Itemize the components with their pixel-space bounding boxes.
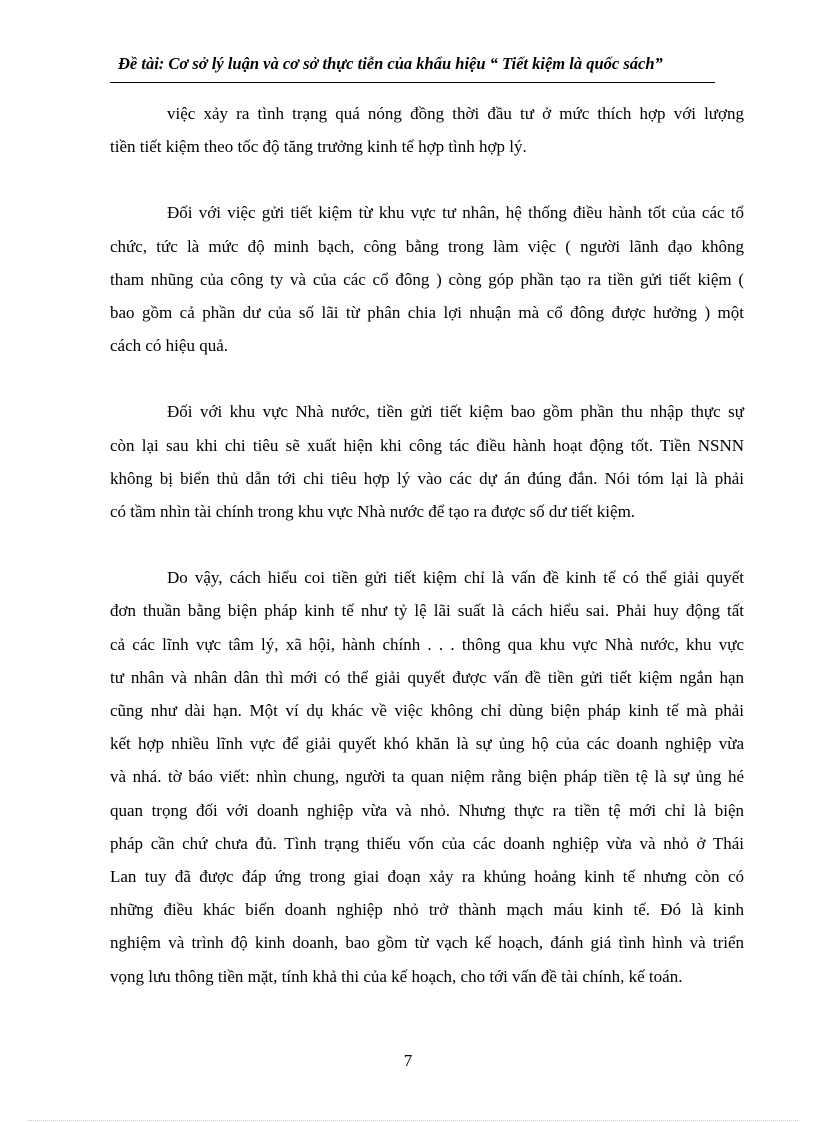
text-line: Do vậy, cách hiểu coi tiền gửi tiết kiệm chỉ là vấn đề kinh tế có thể giải quyết	[167, 568, 744, 588]
document-title: Đề tài: Cơ sở lý luận và cơ sở thực tiễn của khẩu hiệu “ Tiết kiệm là quốc sách”	[118, 54, 663, 73]
text-line: kết hợp nhiều lĩnh vực để giải quyết khó khăn là sự ủng hộ của các doanh nghiệp vừa	[110, 734, 744, 754]
text-line: việc xảy ra tình trạng quá nóng đồng thời đầu tư ở mức thích hợp với lượng	[167, 104, 744, 123]
text-line: vọng lưu thông tiền mặt, tính khả thi của kế hoạch, cho tới vấn đề tài chính, kế toán.	[110, 966, 683, 986]
text-line: đơn thuần bằng biện pháp kinh tế như tỷ lệ lãi suất là cách hiểu sai. Phải huy động tất	[110, 601, 744, 621]
text-line: nghiệm và trình độ kinh doanh, bao gồm từ vạch kế hoạch, đánh giá tình hình và triển	[110, 933, 744, 953]
text-line: pháp cần chứ chưa đủ. Tình trạng thiếu vốn của các doanh nghiệp vừa và nhỏ ở Thái	[110, 833, 744, 853]
text-line: những điều khác biến doanh nghiệp nhỏ trở thành mạch máu kinh tế. Đó là kinh	[110, 900, 744, 920]
text-line: tham nhũng của công ty và của các cổ đông ) còng góp phần tạo ra tiền gửi tiết kiệm (	[110, 269, 744, 289]
footer-divider	[28, 1120, 798, 1121]
text-line: Lan tuy đã được đáp ứng trong giai đoạn xảy ra khủng hoảng kinh tế nhưng còn có	[110, 867, 744, 887]
paragraph-1	[110, 97, 744, 163]
page-number: 7	[403, 1051, 413, 1070]
paragraph-3	[110, 395, 744, 528]
text-line: cũng như dài hạn. Một ví dụ khác về việc không chỉ dùng biện pháp kinh tế mà phải	[110, 701, 744, 721]
page-header	[110, 50, 715, 83]
text-line: và nhá. tờ báo viết: nhìn chung, người ta quan niệm rằng biện pháp tiền tệ là sự ủng hé	[110, 767, 744, 787]
text-line: còn lại sau khi chi tiêu sẽ xuất hiện khi công tác điều hành hoạt động tốt. Tiền NSNN	[110, 435, 744, 455]
document-body	[110, 97, 744, 993]
text-line: tiền tiết kiệm theo tốc độ tăng trưởng kinh tế hợp tình hợp lý.	[110, 137, 527, 157]
text-line: quan trọng đối với doanh nghiệp vừa và nhỏ. Nhưng thực ra tiền tệ mới chỉ là biện	[110, 800, 744, 820]
text-line: không bị biển thủ dẫn tới chi tiêu hợp lý vào các dự án đúng đắn. Nói tóm lại là phải	[110, 468, 744, 488]
text-line: cách có hiệu quả.	[110, 336, 228, 356]
text-line: Đối với khu vực Nhà nước, tiền gửi tiết kiệm bao gồm phần thu nhập thực sự	[167, 402, 744, 422]
text-line: Đối với việc gửi tiết kiệm từ khu vực tư nhân, hệ thống điều hành tốt của các tổ	[167, 203, 744, 223]
text-line: có tầm nhìn tài chính trong khu vực Nhà nước để tạo ra được số dư tiết kiệm.	[110, 502, 636, 522]
text-line: cả các lĩnh vực tâm lý, xã hội, hành chính . . . thông qua khu vực Nhà nước, khu vực	[110, 634, 744, 654]
paragraph-4	[110, 561, 744, 993]
text-line: bao gồm cả phần dư của số lãi từ phân chia lợi nhuận mà cổ đông được hưởng ) một	[110, 303, 744, 323]
paragraph-2	[110, 196, 744, 362]
text-line: chức, tức là mức độ minh bạch, công bằng trong làm việc ( người lãnh đạo không	[110, 236, 744, 256]
text-line: tư nhân và nhân dân thì mới có thể giải quyết được vấn đề tiền gửi tiết kiệm ngắn hạn	[110, 667, 744, 687]
